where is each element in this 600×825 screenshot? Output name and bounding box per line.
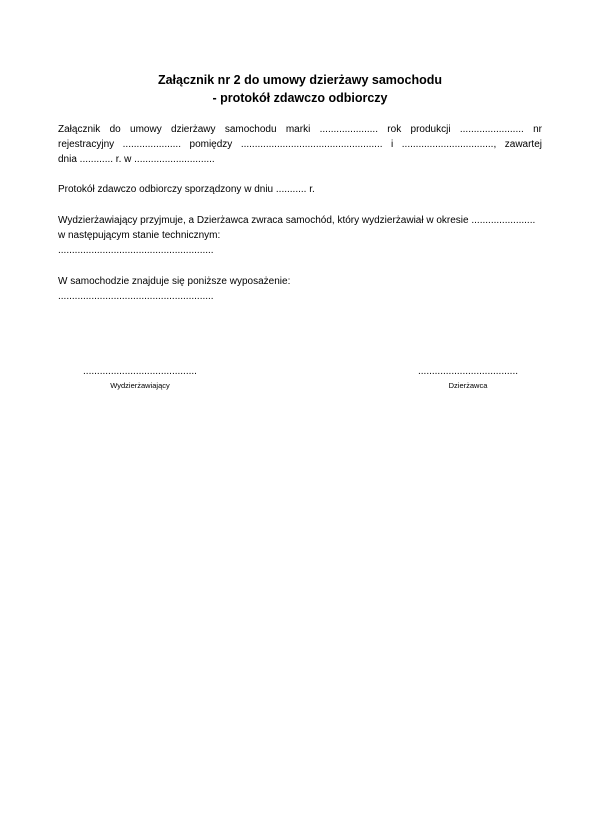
- paragraph-1-line-3: dnia ............ r. w .............................: [58, 154, 215, 165]
- document-title-line-2: - protokół zdawczo odbiorczy: [212, 91, 388, 105]
- paragraph-3-line-1: Wydzierżawiający przyjmuje, a Dzierżawca zwraca samochód, który wydzierżawiał w okresie .......................: [58, 215, 536, 226]
- paragraph-protocol-date: [58, 182, 542, 197]
- paragraph-4-line-1: W samochodzie znajduje się poniższe wyposażenie:: [58, 276, 291, 287]
- signature-lessor-line: .........................................: [83, 366, 197, 377]
- paragraph-2-line-1: Protokół zdawczo odbiorczy sporządzony w dniu ........... r.: [58, 184, 315, 195]
- signature-lessee: [415, 366, 521, 391]
- document-title-line-1: Załącznik nr 2 do umowy dzierżawy samochodu: [157, 73, 443, 87]
- paragraph-3-line-3: ........................................................: [58, 245, 214, 256]
- paragraph-contract-reference: [58, 122, 542, 167]
- paragraph-vehicle-return: [58, 213, 542, 258]
- paragraph-1-line-1: Załącznik do umowy dzierżawy samochodu marki ..................... rok produkcji ....................... nr: [58, 124, 542, 135]
- paragraph-1-line-2: rejestracyjny ..................... pomiędzy ................................................... i ................................., zawartej: [58, 139, 542, 150]
- signature-lessee-line: ....................................: [417, 366, 519, 377]
- paragraph-3-line-2: w następującym stanie technicznym:: [58, 230, 221, 241]
- signature-lessor-label: Wydzierżawiający: [110, 381, 170, 390]
- paragraph-4-line-2: ........................................................: [58, 291, 214, 302]
- signature-lessee-label: Dzierżawca: [448, 381, 488, 390]
- paragraph-equipment: [58, 274, 542, 304]
- signature-lessor: [80, 366, 200, 391]
